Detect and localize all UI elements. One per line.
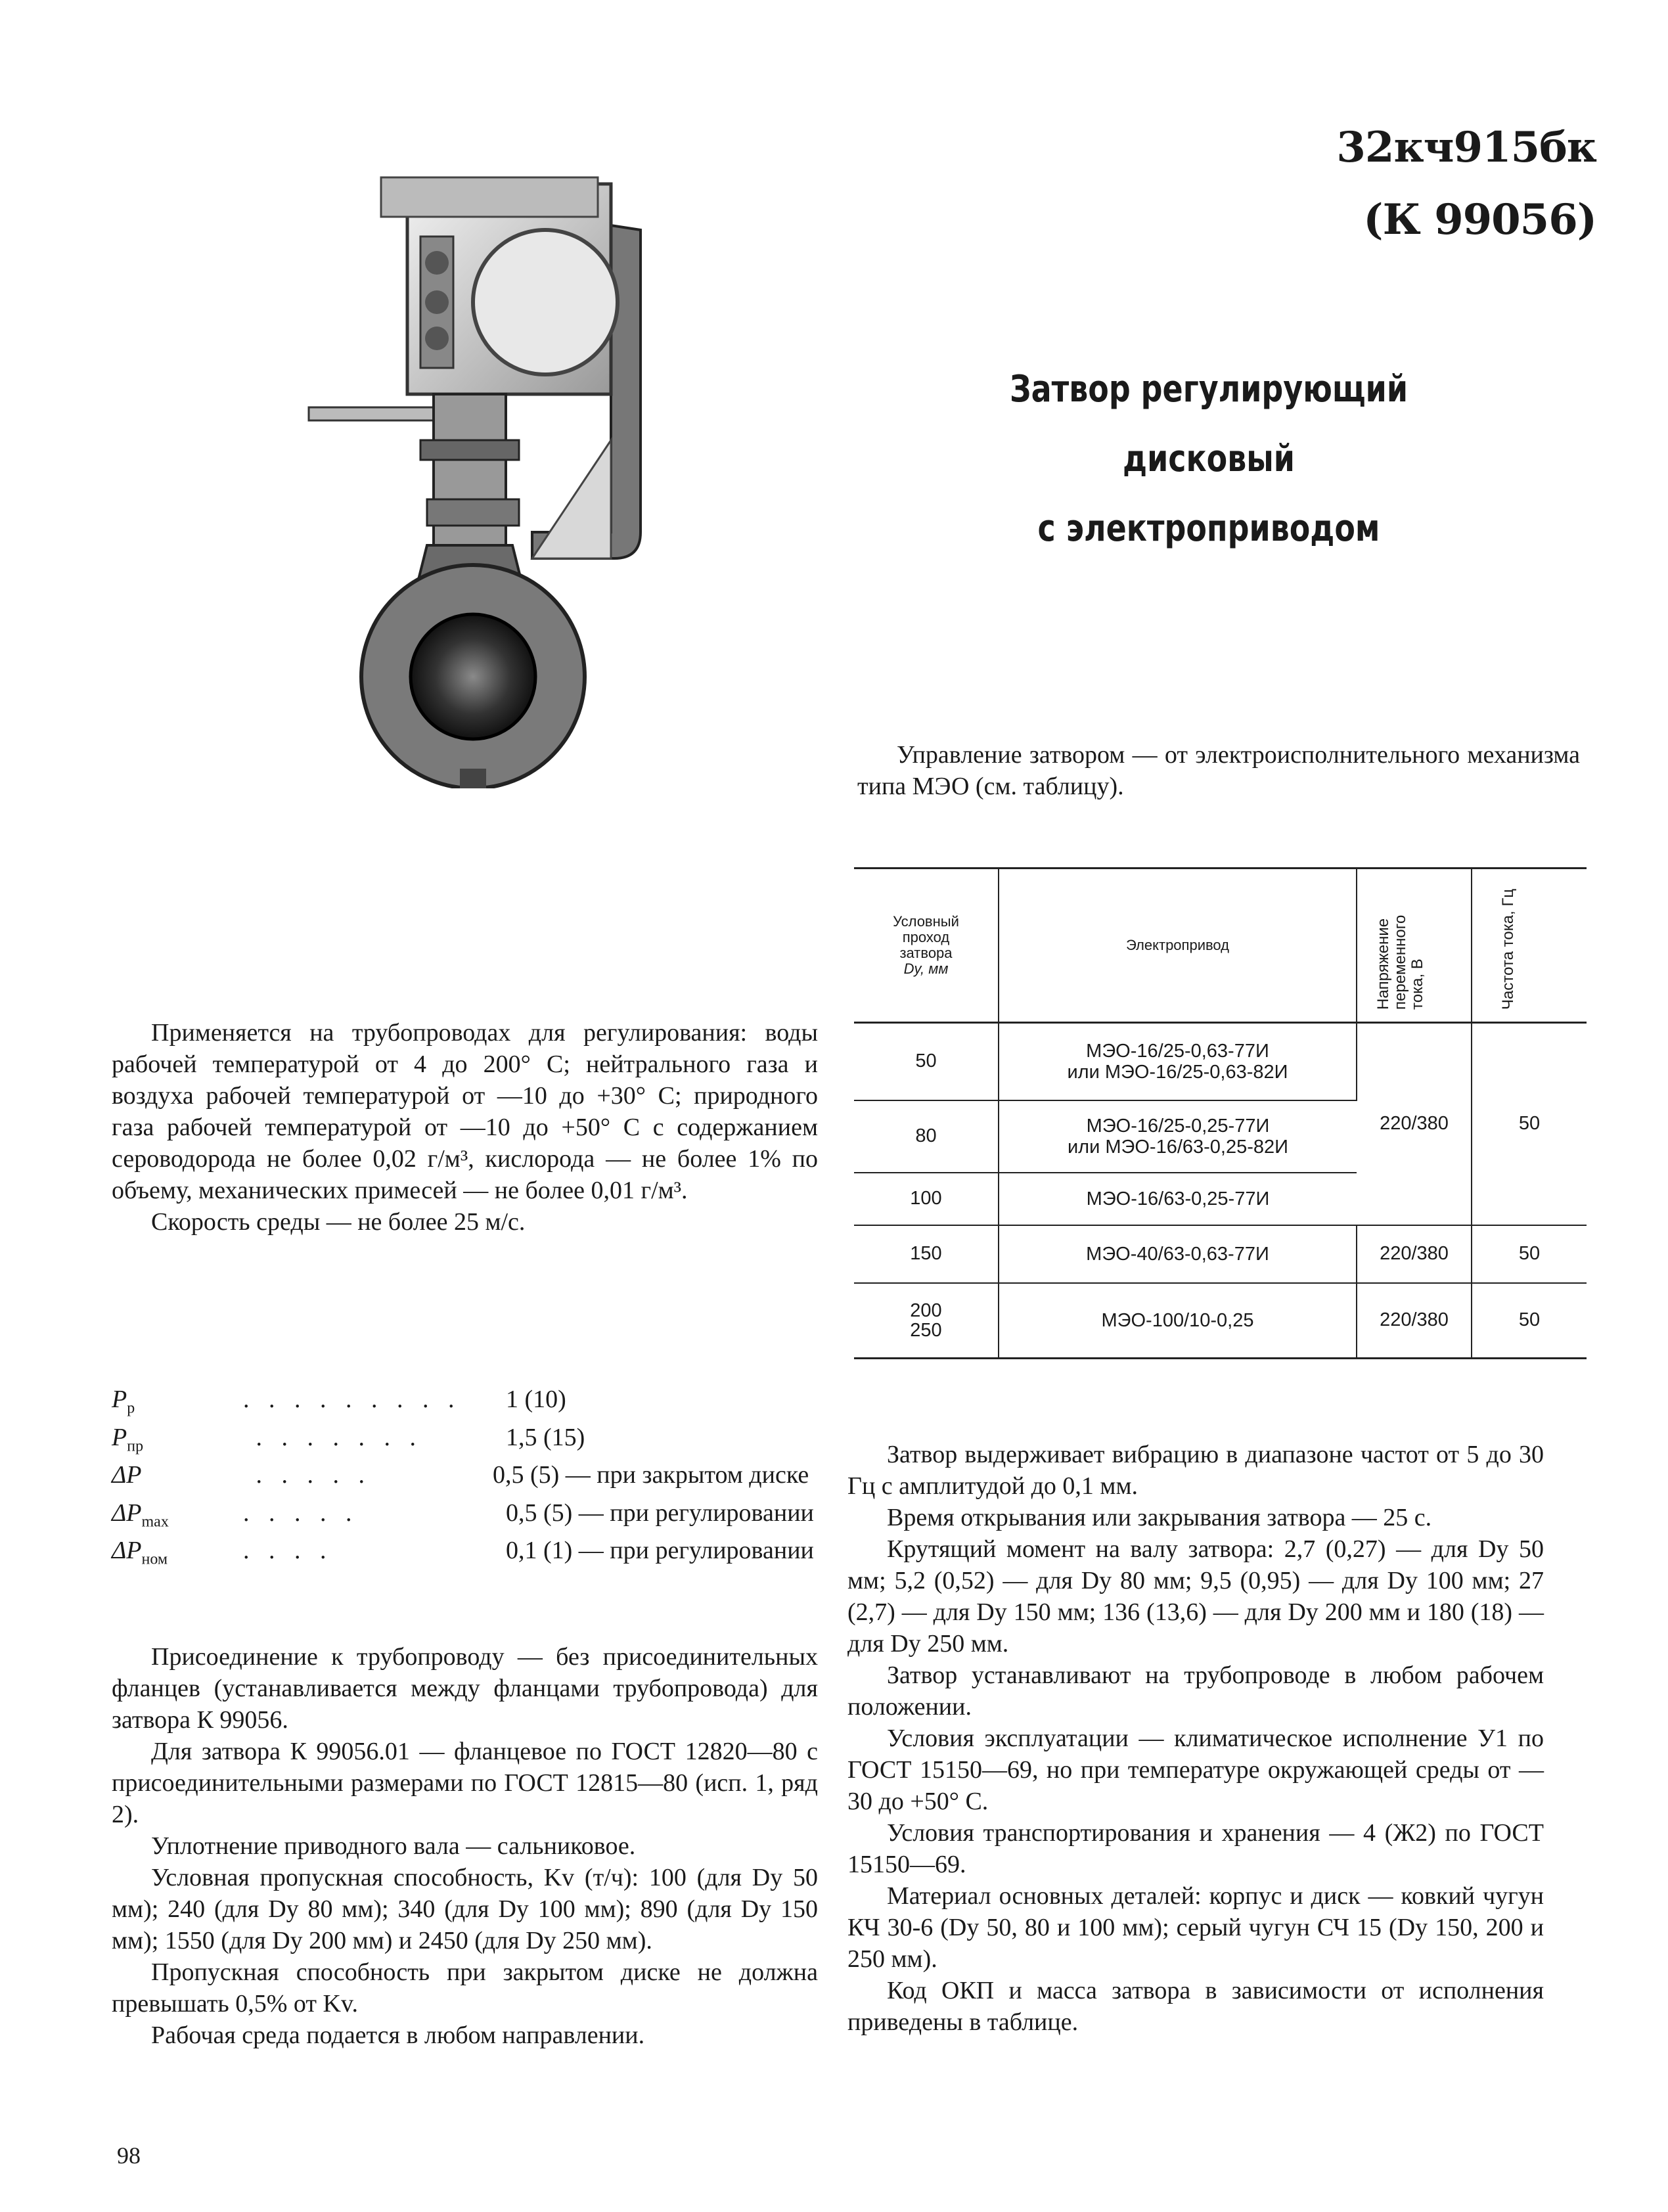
param-dots: . . . . . . . . . bbox=[243, 1386, 461, 1413]
seal-paragraph: Уплотнение приводного вала — сальниковое. bbox=[151, 1832, 636, 1860]
speed-paragraph: Скорость среды — не более 25 м/с. bbox=[151, 1208, 526, 1236]
param-sub: ном bbox=[141, 1550, 168, 1568]
param-symbol bbox=[112, 1460, 243, 1499]
param-sym: P bbox=[112, 1423, 127, 1451]
cell-drive: МЭО-100/10-0,25 bbox=[999, 1283, 1357, 1359]
product-title bbox=[972, 355, 1446, 564]
param-row bbox=[112, 1385, 828, 1423]
header-dn-unit: Dу, мм bbox=[903, 960, 949, 977]
torque-paragraph: Крутящий момент на валу затвора: 2,7 (0,27) — для Dу 50 мм; 5,2 (0,52) — для Dу 80 мм; 9,5 (0,95) — для Dу 100 мм; 27 (2,7) — для Dу 150 мм; 136 (13,6) — для Dу 200 мм и 180 (18) — для Dу 250 мм. bbox=[847, 1535, 1544, 1658]
header-voltage bbox=[1357, 869, 1472, 1023]
table-row bbox=[854, 1023, 1587, 1100]
dn-line: 200 bbox=[910, 1299, 942, 1321]
param-sub: пр bbox=[127, 1437, 144, 1455]
cell-dn: 150 bbox=[854, 1225, 999, 1283]
table-header-row bbox=[854, 869, 1587, 1023]
header-dn bbox=[854, 869, 999, 1023]
header-drive: Электропривод bbox=[999, 869, 1357, 1023]
connection-section bbox=[112, 1641, 818, 2051]
param-sym: ΔP bbox=[112, 1537, 142, 1565]
operation-paragraph: Условия эксплуатации — климатическое исполнение У1 по ГОСТ 15150—69, но при температуре окружающей среды от —30 до +50° С. bbox=[847, 1725, 1544, 1815]
param-symbol bbox=[112, 1385, 243, 1423]
table-row bbox=[854, 1225, 1587, 1283]
vibration-paragraph: Затвор выдерживает вибрацию в диапазоне частот от 5 до 30 Гц с амплитудой до 0,1 мм. bbox=[847, 1441, 1544, 1500]
drive-line: или МЭО-16/63-0,25-82И bbox=[1067, 1136, 1289, 1158]
param-value: 1 (10) bbox=[506, 1386, 566, 1413]
valve-photo bbox=[282, 164, 677, 788]
param-sym: ΔP bbox=[112, 1461, 142, 1489]
intro-paragraph: Управление затвором — от электроисполнительного механизма типа МЭО (см. таблицу). bbox=[857, 741, 1580, 800]
param-sub: max bbox=[141, 1513, 169, 1531]
drive-line: МЭО-16/25-0,63-77И bbox=[1086, 1040, 1269, 1062]
param-symbol bbox=[112, 1536, 243, 1574]
time-paragraph: Время открывания или закрывания затвора — 25 с. bbox=[887, 1504, 1432, 1531]
cell-voltage: 220/380 bbox=[1357, 1023, 1472, 1225]
param-value: 1,5 (15) bbox=[506, 1423, 585, 1451]
title-line-2: дисковый bbox=[1123, 438, 1295, 480]
param-dots: . . . . . bbox=[243, 1499, 359, 1527]
table-row bbox=[854, 1283, 1587, 1359]
direction-paragraph: Рабочая среда подается в любом направлении. bbox=[151, 2021, 645, 2049]
okp-paragraph: Код ОКП и масса затвора в зависимости от исполнения приведены в таблице. bbox=[847, 1977, 1544, 2036]
header-dn-label: Условный проход затвора bbox=[893, 913, 959, 961]
param-dots: . . . . . bbox=[243, 1461, 371, 1489]
param-dots: . . . . bbox=[243, 1537, 333, 1565]
application-section bbox=[112, 1017, 818, 1238]
param-row bbox=[112, 1460, 828, 1499]
product-code bbox=[1169, 112, 1596, 256]
param-sym: P bbox=[112, 1386, 127, 1413]
drive-table bbox=[854, 867, 1587, 1359]
cell-freq: 50 bbox=[1472, 1023, 1587, 1225]
drive-line: МЭО-16/25-0,25-77И bbox=[1086, 1115, 1270, 1137]
drive-line: или МЭО-16/25-0,63-82И bbox=[1067, 1061, 1288, 1083]
pressure-params bbox=[112, 1385, 828, 1574]
cell-drive bbox=[999, 1023, 1357, 1100]
right-section bbox=[847, 1439, 1544, 2038]
cell-freq: 50 bbox=[1472, 1225, 1587, 1283]
param-sym: ΔP bbox=[112, 1499, 142, 1527]
title-line-1: Затвор регулирующий bbox=[1009, 368, 1409, 411]
position-paragraph: Затвор устанавливают на трубопроводе в любом рабочем положении. bbox=[847, 1661, 1544, 1721]
param-symbol bbox=[112, 1423, 243, 1461]
dn-line: 250 bbox=[910, 1319, 942, 1341]
param-row bbox=[112, 1423, 828, 1461]
application-paragraph: Применяется на трубопроводах для регулирования: воды рабочей температурой от 4 до 200° С; нейтрального газа и воздуха рабочей температурой от —10 до +30° С; природного газа рабочей температурой от —10 до +50° С с содержанием сероводорода не более 0,02 г/м³, кислорода — не более 1% по объему, механических примесей — не более 0,01 г/м³. bbox=[112, 1019, 818, 1204]
cell-voltage: 220/380 bbox=[1357, 1283, 1472, 1359]
param-dots: . . . . . . . bbox=[243, 1423, 422, 1451]
header-freq-label: Частота тока, Гц bbox=[1499, 888, 1517, 1010]
kv-paragraph: Условная пропускная способность, Kv (т/ч): 100 (для Dу 50 мм); 240 (для Dу 80 мм); 340 (для Dу 100 мм); 890 (для Dу 150 мм); 1550 (для Dу 200 мм) и 2450 (для Dу 250 мм). bbox=[112, 1864, 818, 1954]
param-row bbox=[112, 1499, 828, 1537]
cell-drive bbox=[999, 1100, 1357, 1173]
cell-dn: 100 bbox=[854, 1173, 999, 1225]
cell-voltage: 220/380 bbox=[1357, 1225, 1472, 1283]
cell-dn bbox=[854, 1283, 999, 1359]
header-voltage-label: Напряжение переменного тока, В bbox=[1374, 914, 1426, 1010]
param-value: 0,5 (5) — при регулировании bbox=[506, 1499, 814, 1527]
connection-paragraph-2: Для затвора К 99056.01 — фланцевое по ГОСТ 12820—80 с присоединительными размерами по ГОСТ 12815—80 (исп. 1, ряд 2). bbox=[112, 1738, 818, 1828]
header-freq bbox=[1472, 869, 1587, 1023]
cell-dn: 50 bbox=[854, 1023, 999, 1100]
param-symbol bbox=[112, 1499, 243, 1537]
closed-paragraph: Пропускная способность при закрытом диске не должна превышать 0,5% от Kv. bbox=[112, 1958, 818, 2018]
param-value: 0,1 (1) — при регулировании bbox=[506, 1537, 814, 1565]
cell-drive: МЭО-16/63-0,25-77И bbox=[999, 1173, 1357, 1225]
product-code-main: 32кч915бк bbox=[1336, 123, 1596, 172]
cell-dn: 80 bbox=[854, 1100, 999, 1173]
transport-paragraph: Условия транспортирования и хранения — 4 (Ж2) по ГОСТ 15150—69. bbox=[847, 1819, 1544, 1878]
title-line-3: с электроприводом bbox=[1037, 507, 1380, 550]
material-paragraph: Материал основных деталей: корпус и диск — ковкий чугун КЧ 30-6 (Dу 50, 80 и 100 мм); серый чугун СЧ 15 (Dу 150, 200 и 250 мм). bbox=[847, 1882, 1544, 1973]
page-number: 98 bbox=[117, 2142, 141, 2169]
product-code-alt: (К 99056) bbox=[1363, 195, 1596, 244]
cell-freq: 50 bbox=[1472, 1283, 1587, 1359]
param-value: 0,5 (5) — при закрытом диске bbox=[493, 1461, 809, 1489]
param-row bbox=[112, 1536, 828, 1574]
connection-paragraph-1: Присоединение к трубопроводу — без присоединительных фланцев (устанавливается между фланцами трубопровода) для затвора К 99056. bbox=[112, 1643, 818, 1734]
param-sub: р bbox=[127, 1399, 135, 1417]
cell-drive: МЭО-40/63-0,63-77И bbox=[999, 1225, 1357, 1283]
